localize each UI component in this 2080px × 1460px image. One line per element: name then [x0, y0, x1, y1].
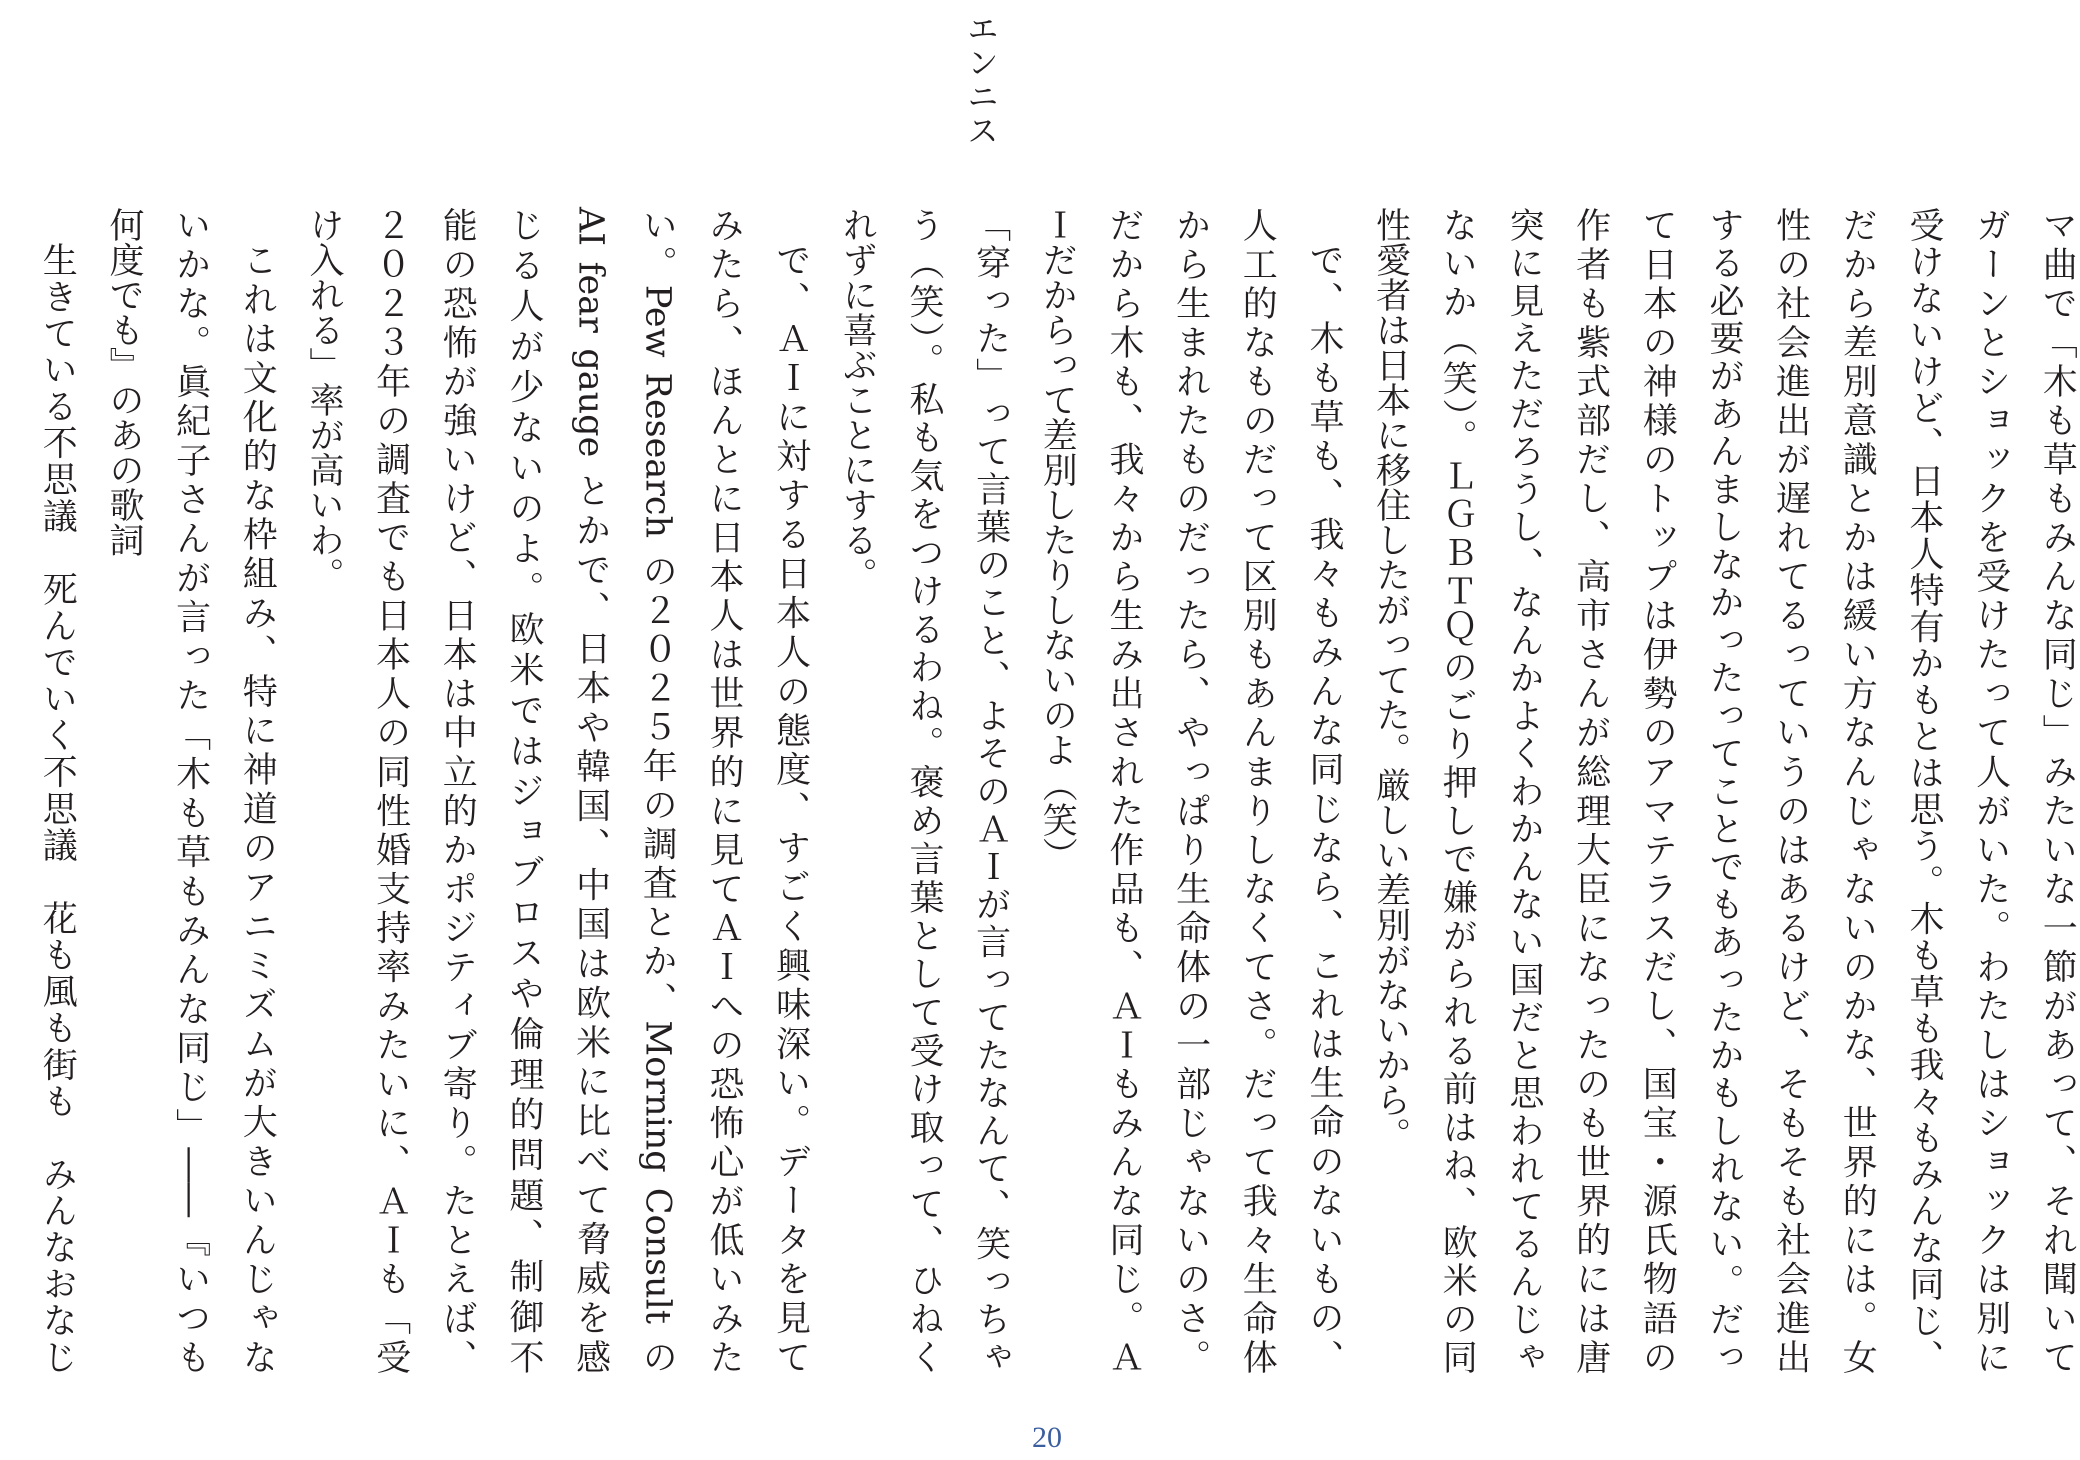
text-column: マ曲で「木も草もみんな同じ」みたいな一節があって、それ聞いて: [2037, 207, 2078, 1374]
text-column: 能の恐怖が強いけど、日本は中立的かポジティブ寄り。たとえば、: [437, 207, 478, 1374]
text-column: 人工的なものだって区別もあんまりしなくてさ。だって我々生命体: [1237, 207, 1278, 1374]
text-column: で、ＡＩに対する日本人の態度、すごく興味深い。データを見て: [770, 242, 811, 1374]
text-column: じる人が少ないのよ。欧米ではジョブロスや倫理的問題、制御不: [503, 207, 544, 1374]
text-column: で、木も草も、我々もみんな同じなら、これは生命のないもの、: [1303, 242, 1344, 1374]
text-column: い。Pew Research の２０２５年の調査とか、Morning Consult の: [637, 207, 678, 1374]
text-column: 何度でも』のあの歌詞: [103, 207, 144, 557]
text-column: だから差別意識とかは緩い方なんじゃないのかな、世界的には。女: [1837, 207, 1878, 1374]
text-column: 生きている不思議 死んでいく不思議 花も風も街も みんなおなじ: [37, 242, 78, 1374]
text-column: て日本の神様のトップは伊勢のアマテラスだし、国宝・源氏物語の: [1637, 207, 1678, 1374]
text-column: これは文化的な枠組み、特に神道のアニミズムが大きいんじゃな: [237, 242, 278, 1374]
text-column: 受けないけど、日本人特有かもとは思う。木も草も我々もみんな同じ、: [1903, 207, 1944, 1374]
text-column: する必要があんましなかったってことでもあったかもしれない。だっ: [1703, 207, 1744, 1374]
text-column: れずに喜ぶことにする。: [837, 207, 878, 592]
text-column: ２０２３年の調査でも日本人の同性婚支持率みたいに、ＡＩも「受: [370, 207, 411, 1375]
text-column: 作者も紫式部だし、高市さんが総理大臣になったのも世界的には唐: [1570, 207, 1611, 1374]
text-column: AI fear gauge とかで、日本や韓国、中国は欧米に比べて脅威を感: [570, 207, 611, 1374]
text-column: Ｉだからって差別したりしないのよ（笑）: [1037, 207, 1078, 872]
text-column: いかな。眞紀子さんが言った「木も草もみんな同じ」――『いつも: [170, 207, 211, 1374]
page-number: 20: [1032, 1421, 1062, 1454]
text-column: 「穿った」って言葉のこと、よそのＡＩが言ってたなんて、笑っちゃ: [970, 207, 1011, 1374]
speaker-heading: エンニス: [962, 12, 1000, 148]
text-column: ガーンとショックを受けたって人がいた。わたしはショックは別に: [1970, 207, 2011, 1374]
text-column: 性の社会進出が遅れてるっていうのはあるけど、そもそも社会進出: [1770, 207, 1811, 1374]
text-column: ないか（笑）。ＬＧＢＴＱのごり押しで嫌がられる前はね、欧米の同: [1437, 207, 1478, 1374]
text-column: だから木も、我々から生み出された作品も、ＡＩもみんな同じ。Ａ: [1103, 207, 1144, 1375]
text-column: みたら、ほんとに日本人は世界的に見てＡＩへの恐怖心が低いみた: [703, 207, 744, 1375]
text-column: 性愛者は日本に移住したがってた。厳しい差別がないから。: [1370, 207, 1411, 1152]
text-column: 突に見えただろうし、なんかよくわかんない国だと思われてるんじゃ: [1503, 207, 1544, 1374]
text-column: う（笑）。私も気をつけるわね。褒め言葉として受け取って、ひねく: [903, 207, 944, 1374]
text-column: から生まれたものだったら、やっぱり生命体の一部じゃないのさ。: [1170, 207, 1211, 1374]
text-column: け入れる」率が高いわ。: [303, 207, 344, 592]
